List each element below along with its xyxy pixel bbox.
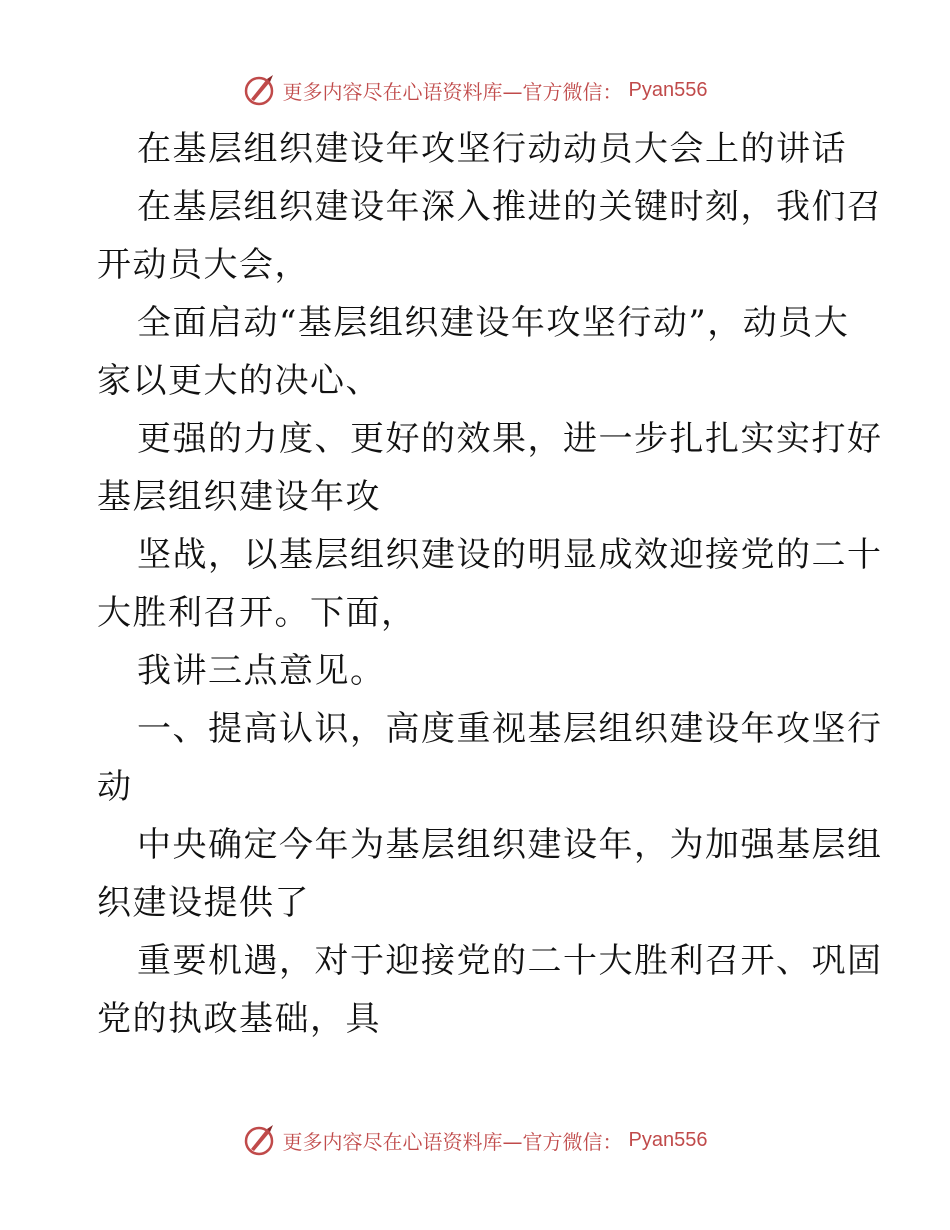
footer-banner-wechat-id: Pyan556 [628,1128,708,1151]
paragraph-line: 织建设提供了 [97,883,310,923]
header-banner-content [243,73,708,107]
header-banner-text: 更多内容尽在心语资料库—官方微信： [282,79,623,104]
paragraph-line: 基层组织建设年攻 [97,477,381,517]
header-banner [0,70,950,110]
paragraph-line: 党的执政基础，具 [97,999,381,1039]
paragraph-line: 全面启动“基层组织建设年攻坚行动”，动员大 [137,303,850,343]
paragraph-line: 坚战，以基层组织建设的明显成效迎接党的二十 [137,535,883,575]
section-heading: 一、提高认识，高度重视基层组织建设年攻坚行 [137,709,883,749]
paragraph-line: 大胜利召开。下面， [97,593,417,633]
quill-logo-icon [243,1123,277,1157]
header-banner-wechat-id: Pyan556 [628,78,708,101]
document-title: 在基层组织建设年攻坚行动动员大会上的讲话 [137,129,847,169]
footer-banner-text: 更多内容尽在心语资料库—官方微信： [282,1129,623,1154]
paragraph-line: 重要机遇，对于迎接党的二十大胜利召开、巩固 [137,941,883,981]
paragraph-line: 我讲三点意见。 [137,651,386,691]
section-heading-continued: 动 [97,767,133,807]
document-body [97,120,883,1048]
quill-logo-icon [243,73,277,107]
paragraph-line: 开动员大会， [97,245,310,285]
footer-banner-content [243,1123,708,1157]
footer-banner [0,1120,950,1160]
paragraph-line: 家以更大的决心、 [97,361,381,401]
paragraph-line: 中央确定今年为基层组织建设年，为加强基层组 [137,825,883,865]
paragraph-line: 在基层组织建设年深入推进的关键时刻，我们召 [137,187,883,227]
paragraph-line: 更强的力度、更好的效果，进一步扎扎实实打好 [137,419,883,459]
